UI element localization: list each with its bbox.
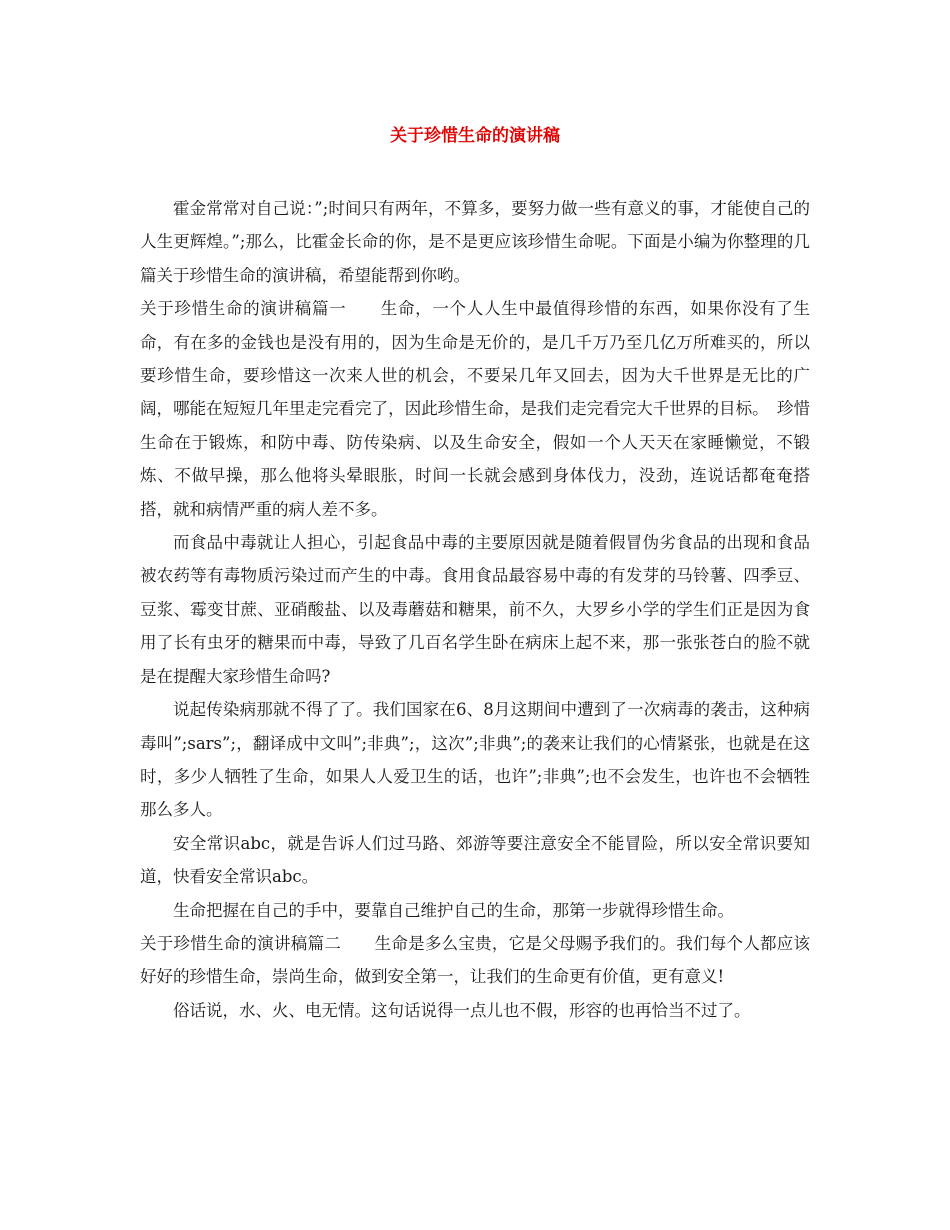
document-body	[140, 192, 810, 1027]
paragraph-infectious-disease: 说起传染病那就不得了了。我们国家在6、8月这期间中遭到了一次病毒的袭击，这种病毒叫”;sars”;，翻译成中文叫”;非典”;，这次”;非典”;的袭来让我们的心情紧张，也就是在这时，多少人牺牲了生命，如果人人爱卫生的话，也许”;非典”;也不会发生，也许也不会牺牲那么多人。	[140, 700, 810, 820]
paragraph-intro: 霍金常常对自己说：”;时间只有两年，不算多，要努力做一些有意义的事，才能使自己的人生更辉煌。”;那么，比霍金长命的你，是不是更应该珍惜生命呢。下面是小编为你整理的几篇关于珍惜生命的演讲稿，希望能帮到你哟。	[140, 199, 810, 285]
paragraph-safety-abc: 安全常识abc，就是告诉人们过马路、郊游等要注意安全不能冒险，所以安全常识要知道，快看安全常识abc。	[140, 833, 810, 887]
paragraph-proverb: 俗话说，水、火、电无情。这句话说得一点儿也不假，形容的也再恰当不过了。	[173, 1000, 751, 1020]
paragraph-life-in-hand: 生命把握在自己的手中，要靠自己维护自己的生命，那第一步就得珍惜生命。	[173, 900, 734, 920]
paragraph-speech-one-opening: 关于珍惜生命的演讲稿篇一 生命，一个人人生中最值得珍惜的东西，如果你没有了生命，有在多的金钱也是没有用的，因为生命是无价的，是几千万乃至几亿万所难买的，所以要珍惜生命，要珍惜这一次来人世的机会，不要呆几年又回去，因为大千世界是无比的广阔，哪能在短短几年里走完看完了，因此珍惜生命，是我们走完看完大千世界的目标。 珍惜生命在于锻炼，和防中毒、防传染病、以及生命安全，假如一个人天天在家睡懒觉，不锻炼、不做早操，那么他将头晕眼胀，时间一长就会感到身体伐力，没劲，连说话都奄奄搭搭，就和病情严重的病人差不多。	[140, 299, 810, 519]
paragraph-speech-two-opening: 关于珍惜生命的演讲稿篇二 生命是多么宝贵，它是父母赐予我们的。我们每个人都应该好好的珍惜生命，崇尚生命，做到安全第一，让我们的生命更有价值，更有意义!	[140, 933, 810, 987]
paragraph-food-poisoning: 而食品中毒就让人担心，引起食品中毒的主要原因就是随着假冒伪劣食品的出现和食品被农药等有毒物质污染过而产生的中毒。食用食品最容易中毒的有发芽的马铃薯、四季豆、豆浆、霉变甘蔗、亚硝酸盐、以及毒蘑菇和糖果，前不久，大罗乡小学的学生们正是因为食用了长有虫牙的糖果而中毒，导致了几百名学生卧在病床上起不来，那一张张苍白的脸不就是在提醒大家珍惜生命吗?	[140, 533, 810, 686]
document-title: 关于珍惜生命的演讲稿	[390, 126, 560, 146]
